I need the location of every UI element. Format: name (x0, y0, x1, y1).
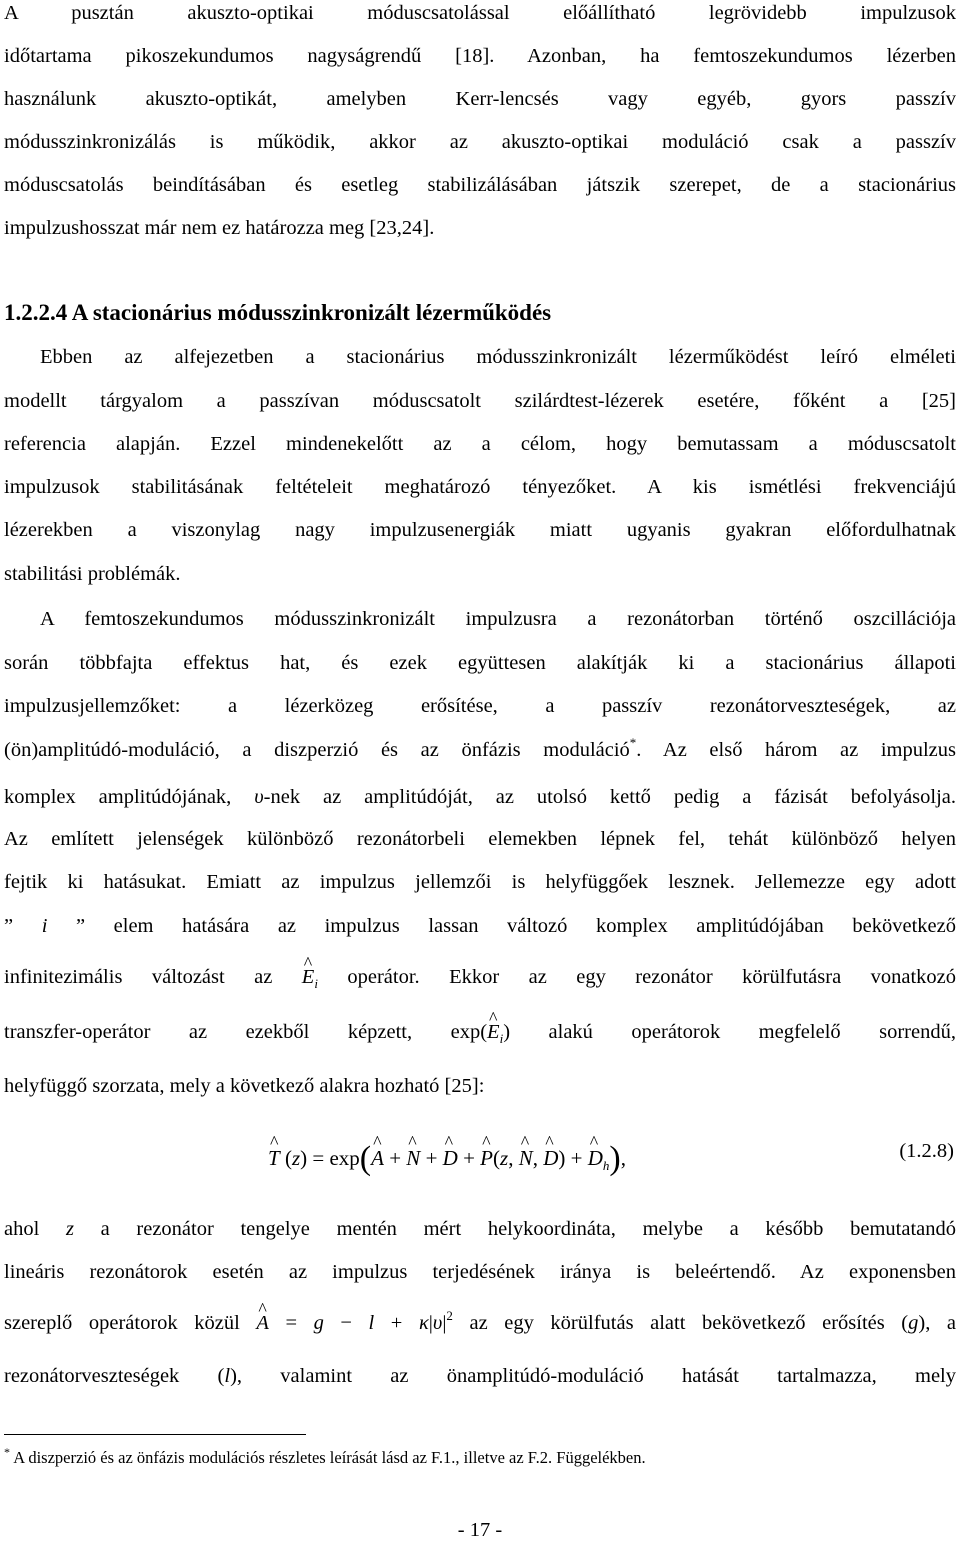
paragraph-3-line-5 (4, 784, 956, 810)
paragraph-3-line-1: A femtoszekundumos módusszinkronizált impulzusra a rezonátorban történő oszcillációja (40, 608, 956, 630)
paragraph-3-line-5-part-a: komplex amplitúdójának, (4, 786, 255, 808)
footnote-text: A diszperzió és az önfázis modulációs részletes leírását lásd az F.1., illetve az F.2. Függelékben. (10, 1448, 646, 1467)
paragraph-2-line-5: lézerekben a viszonylag nagy impulzusenergiák miatt ugyanis gyakran előfordulhatnak (4, 519, 956, 541)
paragraph-4-line-3-part-c: ), a (918, 1312, 957, 1334)
paragraph-4-line-3-part-b: az egy körülfutás alatt bekövetkező erősítés ( (452, 1312, 909, 1334)
operator-e-subscript-2: i (499, 1031, 504, 1046)
var-kappa: κ (418, 1312, 429, 1334)
paragraph-2-line-2: modellt tárgyalom a passzívan móduscsatolt szilárdtest-lézerek esetére, főként a [25] (4, 390, 956, 412)
var-z: z (291, 1146, 301, 1170)
operator-p-hat: ^ P (480, 1146, 493, 1171)
paragraph-4-line-2: lineáris rezonátorok esetén az impulzus terjedésének iránya is beleértendő. Az exponensben (4, 1261, 956, 1283)
paragraph-3-line-4-part-a: (ön)amplitúdó-moduláció, a diszperzió és az önfázis moduláció (4, 739, 630, 761)
operator-n-hat-2: ^ N (519, 1146, 533, 1171)
footnote-marker: * (4, 1445, 10, 1459)
paragraph-1-line-4: módusszinkronizálás is működik, akkor az akuszto-optikai moduláció csak a passzív (4, 131, 956, 153)
paragraph-4-line-1-part-b: a rezonátor tengelye mentén mért helykoordináta, melybe a később bemutatandó (73, 1218, 956, 1240)
paragraph-3-line-8-part-b: ” elem hatására az impulzus lassan változó komplex amplitúdójában bekövetkező (47, 915, 956, 937)
footnote-ref-marker[interactable]: * (629, 735, 637, 750)
paragraph-2-line-6: stabilitási problémák. (4, 563, 181, 585)
var-g: g (313, 1312, 324, 1334)
index-i-symbol: i (41, 915, 48, 937)
operator-d-hat-h: ^ D (588, 1146, 603, 1171)
paragraph-3-line-9-part-b: operátor. Ekkor az egy rezonátor körülfutásra vonatkozó (317, 966, 956, 988)
paragraph-3-line-10-part-a: transzfer-operátor az ezekből képzett, exp( (4, 1021, 488, 1043)
paragraph-1-line-1: A pusztán akuszto-optikai móduscsatolással előállítható legrövidebb impulzusok (4, 2, 956, 24)
var-z-3: z (65, 1218, 74, 1240)
paragraph-3-line-10-part-b: ) alakú operátorok megfelelő sorrendű, (503, 1021, 956, 1043)
equation-number: (1.2.8) (899, 1140, 954, 1162)
upsilon-symbol: υ (254, 786, 264, 808)
paragraph-3-line-7: fejtik ki hatásukat. Emiatt az impulzus jellemzői is helyfüggőek lesznek. Jellemezze egy adott (4, 871, 956, 893)
footnote-divider (4, 1434, 306, 1435)
footnote (4, 1445, 646, 1468)
exponent-2: 2 (446, 1308, 453, 1323)
operator-n-hat: ^ N (406, 1146, 420, 1171)
paragraph-4-line-3-part-a: szereplő operátorok közül (4, 1312, 257, 1334)
paragraph-3-line-9 (4, 964, 956, 992)
equation-1-2-8: ^ T (z) = exp(^ A + ^ N + ^ D + ^ P(z, ^ N, ^ D) + ^ $D_h$), (268, 1136, 960, 1174)
paragraph-1-line-6: impulzushosszat már nem ez határozza meg [23,24]. (4, 217, 435, 239)
operator-d-hat: ^ D (443, 1146, 458, 1171)
paragraph-2-line-4: impulzusok stabilitásának feltételeit meghatározó tényezőket. A kis ismétlési frekvenciájú (4, 476, 956, 498)
var-l: l (368, 1312, 375, 1334)
equation-left-paren: ( (359, 1140, 372, 1177)
paragraph-4-line-4-part-b: ), valamint az önamplitúdó-moduláció hatását tartalmazza, mely (230, 1365, 957, 1387)
paragraph-4-line-4-part-a: rezonátorveszteségek ( (4, 1365, 225, 1387)
var-upsilon: υ (432, 1312, 443, 1334)
paragraph-1-line-3: használunk akuszto-optikát, amelyben Kerr-lencsés vagy egyéb, gyors passzív (4, 88, 956, 110)
paragraph-3-line-6: Az említett jelenségek különböző rezonátorbeli elemekben lépnek fel, tehát különböző helyen (4, 828, 956, 850)
operator-e-hat-symbol-2: ^ E (487, 1019, 500, 1045)
paragraph-4-line-3 (4, 1310, 956, 1338)
paragraph-2-line-3: referencia alapján. Ezzel mindenekelőtt az a célom, hogy bemutassam a móduscsatolt (4, 433, 956, 455)
operator-e-subscript: i (314, 976, 318, 991)
var-z-2: z (500, 1146, 509, 1170)
operator-e-hat-symbol: ^ E (302, 964, 315, 990)
operator-a-hat-2: ^ A (256, 1310, 269, 1336)
operator-a-hat: ^ A (371, 1146, 384, 1171)
operator-d-hat-2: ^ D (543, 1146, 558, 1171)
var-l-2: l (224, 1365, 231, 1387)
paragraph-4-line-4 (4, 1363, 956, 1389)
paragraph-3-line-8 (4, 913, 956, 939)
paragraph-3-line-2: során többfajta effektus hat, és ezek együttesen alakítják ki a stacionárius állapoti (4, 652, 956, 674)
paragraph-3-line-8-quote: ” (4, 915, 42, 937)
operator-a-definition: ^ $A = g - l + \kappa|\upsilon|^2$ (256, 1312, 453, 1334)
paragraph-3-line-4-part-b: . Az első három az impulzus (636, 739, 957, 761)
section-heading: 1.2.2.4 A stacionárius módusszinkronizált lézerműködés (4, 300, 552, 325)
paragraph-4-line-1 (4, 1216, 956, 1242)
page-number: - 17 - (457, 1519, 503, 1541)
paragraph-2-line-1: Ebben az alfejezetben a stacionárius módusszinkronizált lézerműködést leíró elméleti (40, 346, 956, 368)
paragraph-3-line-9-part-a: infinitezimális változást az (4, 966, 302, 988)
paragraph-3-line-4 (4, 737, 956, 765)
operator-t-hat: ^ T (268, 1146, 280, 1171)
paragraph-3-line-11: helyfüggő szorzata, mely a következő alakra hozható [25]: (4, 1075, 485, 1097)
var-g-2: g (908, 1312, 919, 1334)
operator-d-subscript-h: h (602, 1158, 610, 1173)
paragraph-4-line-1-part-a: ahol (4, 1218, 66, 1240)
paragraph-3-line-5-part-b: -nek az amplitúdóját, az utolsó kettő pedig a fázisát befolyásolja. (263, 786, 957, 808)
paragraph-1-line-5: móduscsatolás beindításában és esetleg stabilizálásában játszik szerepet, de a stacionárius (4, 174, 956, 196)
paragraph-1-line-2: időtartama pikoszekundumos nagyságrendű [18]. Azonban, ha femtoszekundumos lézerben (4, 45, 956, 67)
paragraph-3-line-10 (4, 1019, 956, 1047)
equation-right-paren: ) (609, 1140, 621, 1177)
paragraph-3-line-3: impulzusjellemzőket: a lézerközeg erősítése, a passzív rezonátorveszteségek, az (4, 695, 956, 717)
